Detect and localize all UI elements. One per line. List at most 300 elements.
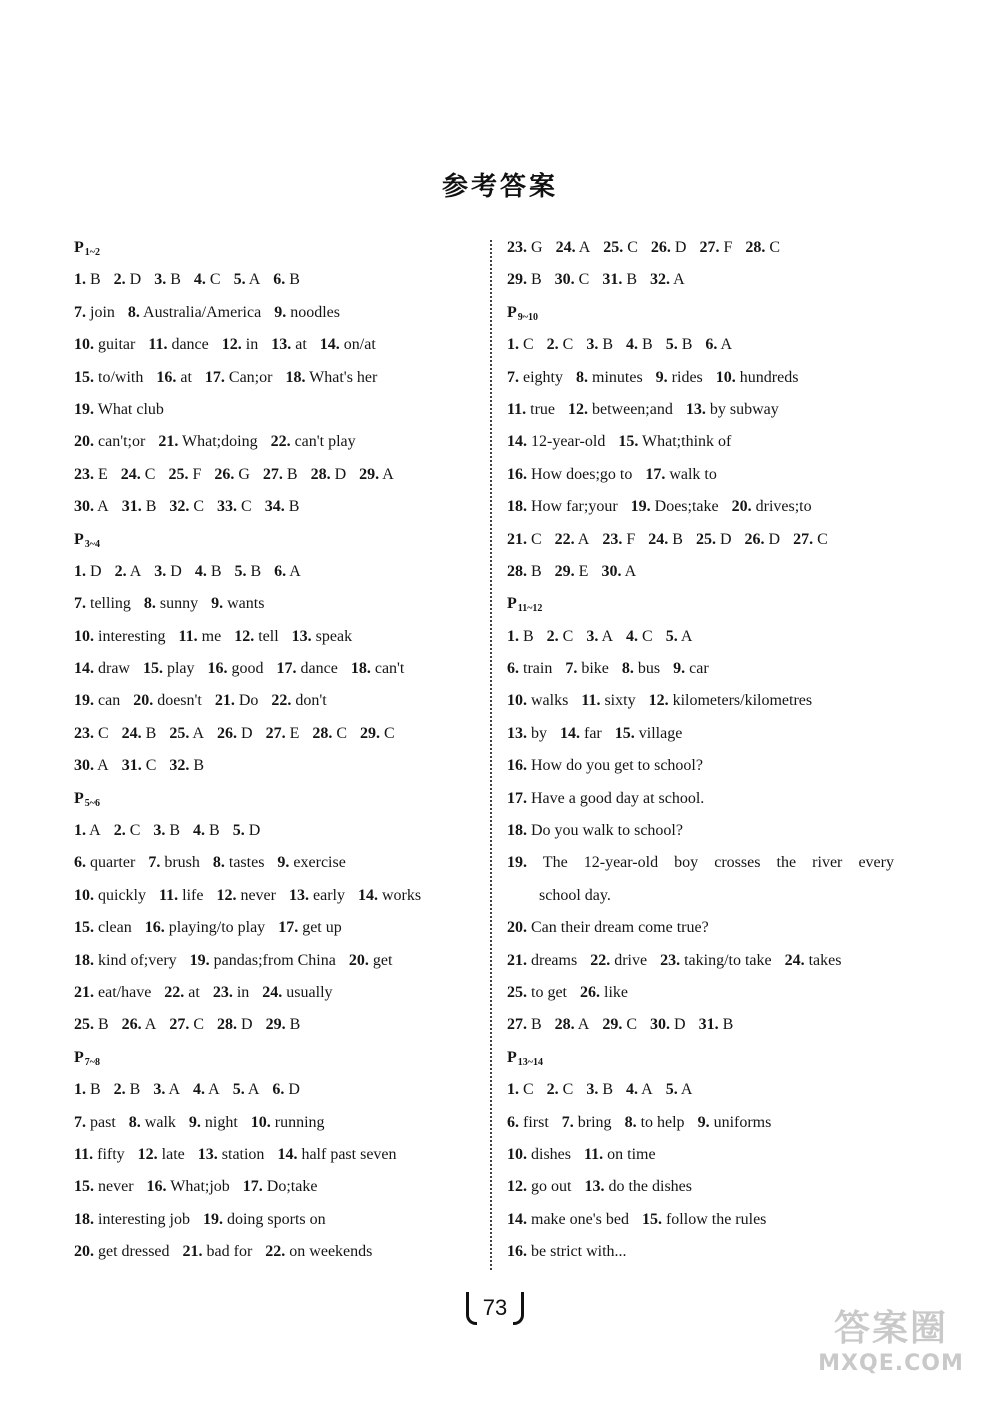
answer-text: B (90, 271, 101, 289)
answer-item (666, 628, 693, 645)
question-number: 8. (127, 303, 140, 321)
answer-text: go out (531, 1178, 572, 1196)
answer-column-left (74, 232, 494, 1269)
question-number: 33. (217, 498, 238, 516)
answer-item (507, 239, 543, 256)
question-number: 5. (232, 1081, 245, 1099)
answer-item (74, 725, 109, 742)
answer-item (154, 271, 181, 288)
answer-text: doesn't (157, 692, 202, 710)
answer-text: A (673, 271, 685, 289)
answer-item (205, 369, 273, 386)
answer-line (507, 426, 927, 458)
answer-item (277, 1146, 396, 1163)
answer-text: C (523, 1081, 534, 1099)
answer-text: C (523, 336, 534, 354)
answer-item (216, 887, 276, 904)
question-number: 7. (74, 303, 86, 321)
question-number: 30. (74, 498, 94, 516)
answer-item (144, 595, 198, 612)
question-number: 6. (507, 1113, 519, 1131)
answer-line (74, 1139, 494, 1171)
answer-item (586, 628, 613, 645)
section-label: P (74, 530, 84, 548)
answer-text: can't (374, 660, 405, 678)
answer-text: A (129, 562, 142, 580)
answer-text: by subway (709, 400, 779, 418)
answer-text: exercise (293, 854, 346, 872)
question-number: 2. (113, 1081, 126, 1099)
answer-item (74, 401, 164, 418)
answer-item (265, 1243, 372, 1260)
answer-line (74, 621, 494, 653)
section-heading (74, 783, 494, 815)
answer-line (74, 362, 494, 394)
answer-line (74, 297, 494, 329)
answer-text: B (626, 271, 638, 289)
question-number: 3. (586, 1081, 599, 1099)
answer-text: by (531, 724, 547, 742)
question-number: 14. (560, 724, 580, 742)
answer-item (705, 336, 732, 353)
question-number: 6. (507, 660, 519, 678)
question-number: 18. (507, 822, 527, 840)
question-number: 27. (507, 1016, 527, 1034)
answer-text: Do (238, 692, 259, 710)
section-label: P (507, 303, 517, 321)
answer-item (217, 1016, 253, 1033)
answer-item (74, 433, 145, 450)
question-number: 24. (784, 951, 805, 969)
question-number: 3. (153, 822, 166, 840)
answer-text: like (604, 983, 628, 1001)
question-number: 24. (262, 983, 283, 1001)
answer-line (507, 621, 927, 653)
question-number: 19. (630, 498, 651, 516)
question-number: 16. (144, 919, 165, 937)
question-number: 3. (586, 336, 599, 354)
answer-item (74, 369, 143, 386)
question-number: 10. (74, 886, 94, 904)
answer-text: A (382, 465, 394, 483)
answer-text: half past seven (301, 1145, 397, 1163)
answer-item (586, 1081, 613, 1098)
question-number: 31. (602, 271, 623, 289)
answer-text: A (720, 336, 733, 354)
answer-item (507, 466, 632, 483)
answer-line (74, 1171, 494, 1203)
answer-line (74, 880, 494, 912)
answer-item (507, 660, 552, 677)
answer-line (74, 588, 494, 620)
answer-item (158, 433, 257, 450)
answer-text: me (201, 627, 222, 645)
question-number: 10. (715, 368, 736, 386)
answer-item (153, 1081, 180, 1098)
answer-line (74, 1009, 494, 1041)
answer-text: usually (286, 983, 333, 1001)
answer-line (507, 1171, 927, 1203)
answer-text: tastes (228, 854, 265, 872)
answer-item (194, 271, 221, 288)
question-number: 18. (74, 951, 94, 969)
answer-item (271, 433, 356, 450)
answer-text: dance (171, 336, 209, 354)
answer-item (74, 304, 115, 321)
answer-text: D (768, 530, 781, 548)
answer-item (122, 1016, 157, 1033)
answer-item (622, 660, 660, 677)
answer-text: C (626, 1016, 638, 1034)
answer-item (234, 628, 278, 645)
answer-text: interesting job (98, 1210, 190, 1228)
question-number: 27. (699, 239, 720, 256)
answer-line (74, 556, 494, 588)
answer-text: B (722, 1016, 734, 1034)
answer-text: What;doing (182, 433, 258, 451)
answer-line (507, 556, 927, 588)
answer-item (666, 1081, 693, 1098)
answer-line (507, 912, 927, 944)
answer-line (74, 491, 494, 523)
question-number: 13. (271, 336, 292, 354)
answer-item (507, 1243, 627, 1260)
bracket-left-icon (466, 1292, 477, 1325)
answer-text: B (531, 1016, 542, 1034)
answer-item (565, 660, 609, 677)
answer-item (74, 563, 102, 580)
answer-text: to get (531, 983, 567, 1001)
answer-line (507, 232, 927, 264)
question-number: 28. (507, 562, 527, 580)
question-number: 23. (212, 983, 233, 1001)
answer-item (745, 531, 781, 548)
answer-line (507, 977, 927, 1009)
question-number: 7. (561, 1113, 574, 1131)
answer-item (251, 1114, 325, 1131)
answer-line (507, 750, 927, 782)
question-number: 29. (602, 1016, 623, 1034)
question-number: 19. (202, 1210, 223, 1228)
answer-line (507, 880, 927, 912)
question-number: 18. (507, 498, 527, 516)
answer-text: B (250, 562, 262, 580)
answer-item (129, 1114, 176, 1131)
answer-text: A (577, 530, 590, 548)
question-number: 12. (507, 1178, 527, 1196)
answer-text: uniforms (713, 1113, 772, 1131)
answer-item (203, 1211, 326, 1228)
question-number: 7. (507, 368, 519, 386)
question-number: 8. (143, 595, 156, 613)
question-number: 9. (697, 1113, 710, 1131)
section-page-range: 9~10 (517, 311, 538, 323)
answer-text: on/at (343, 336, 376, 354)
answer-text: to help (640, 1113, 685, 1131)
question-number: 27. (169, 1016, 190, 1034)
question-number: 14. (507, 1210, 527, 1228)
answer-item (651, 239, 687, 256)
answer-item (74, 595, 131, 612)
answer-item (233, 822, 261, 839)
answer-text: can't;or (98, 433, 146, 451)
answer-line (507, 459, 927, 491)
answer-text: bad for (206, 1243, 253, 1261)
question-number: 4. (193, 1081, 206, 1099)
section-label: P (74, 1048, 84, 1066)
answer-text: brush (164, 854, 200, 872)
answer-text: pandas;from China (213, 951, 336, 969)
question-number: 32. (169, 757, 190, 775)
question-number: 15. (614, 724, 635, 742)
question-number: 2. (114, 562, 127, 580)
answer-item (74, 1146, 125, 1163)
question-number: 25. (603, 239, 624, 256)
answer-item (189, 1114, 238, 1131)
answer-text: fifty (97, 1145, 125, 1163)
answer-text: B (170, 271, 181, 289)
answer-item (208, 660, 264, 677)
question-number: 6. (74, 854, 86, 872)
answer-item (507, 952, 577, 969)
question-number: 5. (665, 1081, 678, 1099)
question-number: 20. (74, 1243, 94, 1261)
question-number: 29. (359, 465, 380, 483)
answer-text: speak (315, 627, 353, 645)
question-number: 7. (148, 854, 161, 872)
answer-text: bring (577, 1113, 612, 1131)
answer-text: draw (98, 660, 130, 678)
answer-item (507, 692, 568, 709)
answer-text: A (289, 562, 301, 580)
answer-text: train (523, 660, 553, 678)
answer-text: A (97, 498, 109, 516)
answer-item (74, 1178, 134, 1195)
question-number: 3. (153, 1081, 166, 1099)
question-number: 5. (234, 562, 247, 580)
answer-item (190, 952, 336, 969)
answer-text: tell (258, 627, 279, 645)
answer-text: C (209, 271, 221, 289)
question-number: 26. (744, 530, 765, 548)
answer-text: wants (227, 595, 265, 613)
question-number: 6. (272, 1081, 285, 1099)
answer-item (74, 822, 101, 839)
answer-text: dance (300, 660, 338, 678)
question-number: 10. (74, 336, 94, 354)
answer-item (507, 369, 563, 386)
question-number: 16. (507, 1243, 527, 1261)
answer-text: A (144, 1016, 157, 1034)
question-number: 21. (158, 433, 179, 451)
question-number: 9. (188, 1113, 201, 1131)
answer-text: B (193, 757, 205, 775)
answer-item (274, 563, 301, 580)
question-number: 26. (217, 724, 238, 742)
answer-item (584, 1178, 692, 1195)
answer-item (285, 369, 377, 386)
answer-line (507, 394, 927, 426)
answer-item (507, 563, 542, 580)
answer-text: true (530, 400, 555, 418)
question-number: 34. (264, 498, 285, 516)
answer-text: F (723, 239, 733, 256)
answer-text: playing/to play (168, 919, 266, 937)
answer-line (74, 653, 494, 685)
question-number: 4. (626, 1081, 639, 1099)
answer-line (74, 426, 494, 458)
answer-item (289, 887, 345, 904)
answer-text: hundreds (739, 368, 799, 386)
answer-item (193, 822, 220, 839)
answer-text: in (236, 983, 250, 1001)
answer-item (74, 628, 166, 645)
question-number: 19. (189, 951, 210, 969)
answer-item (74, 952, 177, 969)
question-number: 10. (250, 1113, 271, 1131)
question-number: 12. (234, 627, 255, 645)
answer-item (555, 1016, 590, 1033)
question-number: 30. (650, 1016, 671, 1034)
answer-item (602, 271, 637, 288)
answer-item (580, 984, 628, 1001)
answer-text: night (204, 1113, 238, 1131)
question-number: 8. (576, 368, 588, 386)
answer-text: dreams (531, 951, 578, 969)
answer-text: How does;go to (531, 465, 633, 483)
answer-item (74, 887, 146, 904)
answer-item (213, 854, 265, 871)
question-number: 11. (507, 400, 527, 418)
answer-item (273, 271, 300, 288)
question-number: 15. (74, 1178, 94, 1196)
answer-text: walks (531, 692, 569, 710)
answer-item (114, 822, 141, 839)
question-number: 2. (113, 271, 126, 289)
question-number: 29. (507, 271, 527, 289)
answer-item (74, 692, 120, 709)
answer-item (556, 239, 591, 256)
answer-text: between;and (592, 400, 673, 418)
answer-line (507, 491, 927, 523)
answer-text: get up (302, 919, 342, 937)
section-heading (74, 232, 494, 264)
question-number: 1. (507, 627, 519, 645)
answer-item (148, 854, 200, 871)
question-number: 28. (745, 239, 766, 256)
answer-text: A (97, 757, 109, 775)
answer-text: C (642, 627, 653, 645)
answer-line (74, 945, 494, 977)
answer-item (121, 466, 156, 483)
question-number: 17. (204, 368, 225, 386)
question-number: 6. (705, 336, 718, 354)
question-number: 19. (74, 400, 94, 418)
answer-line (74, 718, 494, 750)
answer-text: on weekends (289, 1243, 373, 1261)
answer-text: B (169, 822, 181, 840)
answer-text: make one's bed (531, 1210, 629, 1228)
question-number: 13. (584, 1178, 605, 1196)
question-number: 5. (665, 336, 678, 354)
answer-text: C (145, 757, 157, 775)
answer-item (74, 660, 130, 677)
question-number: 23. (507, 239, 527, 256)
answer-text: walk to (669, 465, 717, 483)
answer-text: Can their dream come true? (531, 919, 709, 937)
question-number: 21. (507, 530, 527, 548)
watermark (796, 1300, 986, 1400)
answer-item (615, 725, 683, 742)
question-number: 27. (793, 530, 814, 548)
question-number: 25. (695, 530, 716, 548)
answer-text: at (295, 336, 307, 354)
answer-text: don't (295, 692, 327, 710)
answer-item (349, 952, 393, 969)
answer-item (138, 1146, 185, 1163)
answer-item (555, 563, 589, 580)
answer-text: B (523, 627, 534, 645)
answer-text: first (523, 1113, 549, 1131)
answer-text: bike (581, 660, 609, 678)
question-number: 21. (507, 951, 527, 969)
answer-item (222, 336, 258, 353)
question-number: 20. (133, 692, 154, 710)
question-number: 10. (507, 692, 527, 710)
question-number: 21. (74, 983, 94, 1001)
answer-text: get (372, 951, 393, 969)
answer-item (626, 1081, 653, 1098)
question-number: 17. (242, 1178, 263, 1196)
answer-item (272, 1081, 300, 1098)
answer-text: B (531, 271, 542, 289)
answer-item (195, 563, 222, 580)
question-number: 27. (265, 724, 286, 742)
answer-text: What club (97, 400, 164, 418)
question-number: 6. (273, 271, 286, 289)
question-number: 9. (655, 368, 668, 386)
answer-item (560, 725, 602, 742)
answer-text: drives;to (755, 498, 812, 516)
question-number: 30. (601, 562, 622, 580)
section-heading (507, 1042, 927, 1074)
answer-text: sixty (604, 692, 636, 710)
question-number: 11. (584, 1145, 604, 1163)
answer-item (507, 757, 703, 774)
question-number: 8. (624, 1113, 637, 1131)
answer-line (74, 1236, 494, 1268)
question-number: 12. (137, 1145, 158, 1163)
answer-text: never (98, 1178, 134, 1196)
answer-text: clean (98, 919, 132, 937)
question-number: 1. (74, 562, 86, 580)
page-title: 参考答案 (441, 172, 558, 202)
answer-text: C (562, 336, 574, 354)
question-number: 25. (168, 465, 189, 483)
question-number: 18. (74, 1210, 94, 1228)
answer-item (686, 401, 779, 418)
answer-text: telling (90, 595, 131, 613)
answer-line (507, 1074, 927, 1106)
answer-text: join (90, 303, 115, 321)
answer-text: D (674, 1016, 686, 1034)
answer-item (699, 1016, 734, 1033)
answer-text: on time (607, 1145, 656, 1163)
answer-text: B (145, 498, 157, 516)
section-page-range: 1~2 (84, 247, 100, 258)
question-number: 16. (507, 465, 527, 483)
answer-text: What;job (170, 1178, 230, 1196)
